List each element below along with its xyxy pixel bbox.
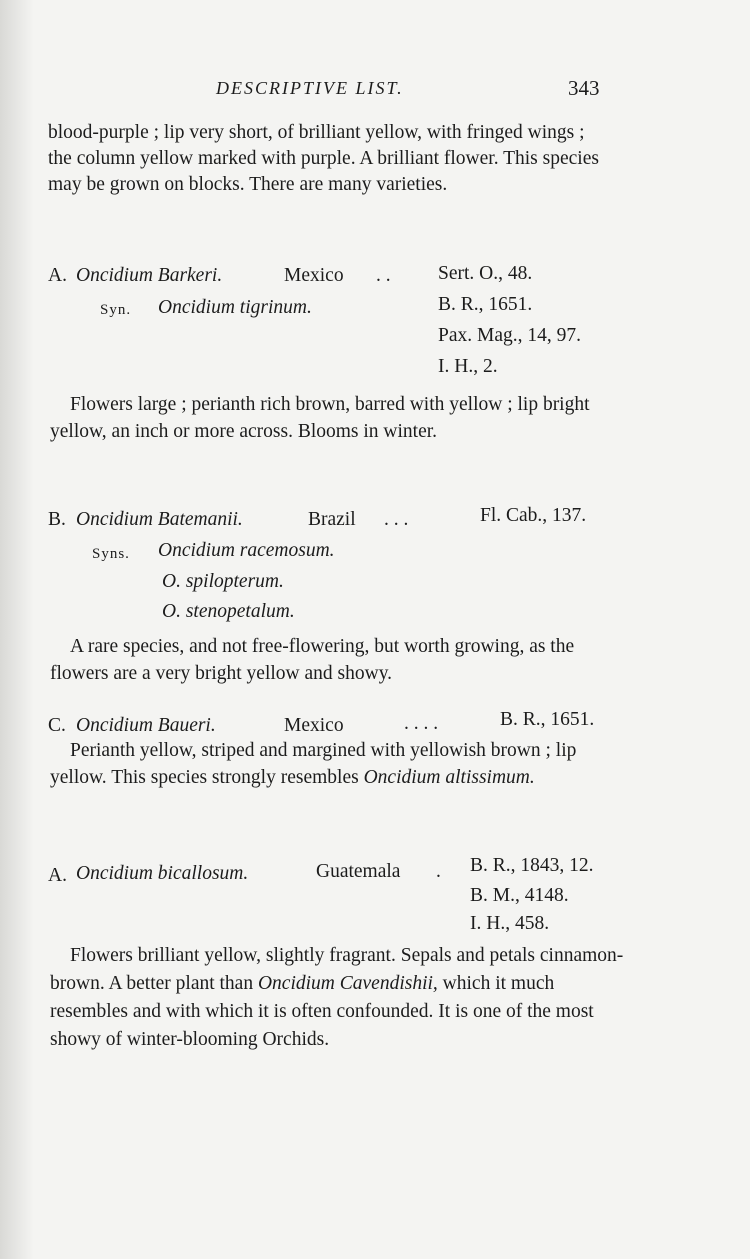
species-locality: Brazil [308, 509, 356, 530]
reference: Sert. O., 48. [438, 263, 533, 284]
description-italic-species: Oncidium altissimum. [363, 766, 535, 788]
species-locality: Guatemala [316, 861, 401, 882]
entry-grade: A. [48, 265, 67, 286]
dot-leader: . . . . [404, 713, 439, 734]
synonym: O. stenopetalum. [162, 601, 295, 622]
species-description [50, 738, 620, 791]
dot-leader: . [436, 861, 441, 882]
species-locality: Mexico [284, 265, 344, 286]
reference: B. R., 1843, 12. [470, 855, 594, 876]
species-name: Oncidium Baueri. [76, 715, 216, 736]
species-description [50, 942, 625, 1054]
reference: Pax. Mag., 14, 97. [438, 325, 581, 346]
entry-grade: B. [48, 509, 66, 530]
synonym: Oncidium tigrinum. [158, 297, 312, 318]
running-title: DESCRIPTIVE LIST. [216, 78, 404, 98]
description-text: Flowers brilliant yellow, slightly fragrant. Sepals and petals cinnamon-brown. A better plant than [50, 945, 624, 994]
dot-leader: . . . [384, 509, 409, 530]
species-description: Flowers large ; perianth rich brown, barred with yellow ; lip bright yellow, an inch or more across. Blooms in winter. [50, 394, 590, 442]
synonym-label: Syns. [92, 546, 130, 562]
continuation-paragraph: blood-purple ; lip very short, of brilliant yellow, with fringed wings ; the column yellow marked with purple. A brilliant flower. This species may be grown on blocks. There are many varieties. [48, 122, 599, 195]
synonym: O. spilopterum. [162, 571, 284, 592]
description-text: which it much resembles and with which it is often confounded. It is one of the most showy of winter-blooming Orchids. [50, 973, 594, 1050]
synonym: Oncidium racemosum. [158, 540, 335, 561]
reference: B. R., 1651. [438, 294, 533, 315]
synonym-label: Syn. [100, 302, 132, 318]
entry-grade: A. [48, 865, 67, 886]
reference: Fl. Cab., 137. [480, 505, 587, 526]
description-text: Perianth yellow, striped and margined with yellowish brown ; lip yellow. This species strongly resembles [50, 740, 577, 788]
page-number: 343 [568, 76, 600, 100]
description-italic-species: Oncidium Cavendishii, [257, 973, 438, 994]
species-name: Oncidium Barkeri. [76, 265, 223, 286]
species-name: Oncidium bicallosum. [76, 863, 249, 884]
reference: B. R., 1651. [500, 709, 595, 730]
page-header [0, 78, 750, 104]
reference: B. M., 4148. [470, 885, 569, 906]
species-locality: Mexico [284, 715, 344, 736]
page-gutter-shadow [0, 0, 34, 1259]
reference: I. H., 2. [438, 356, 498, 377]
species-description: A rare species, and not free-flowering, but worth growing, as the flowers are a very bright yellow and showy. [50, 636, 575, 684]
dot-leader: . . [376, 265, 391, 286]
entry-grade: C. [48, 715, 66, 736]
reference: I. H., 458. [470, 913, 550, 934]
species-name: Oncidium Batemanii. [76, 509, 243, 530]
